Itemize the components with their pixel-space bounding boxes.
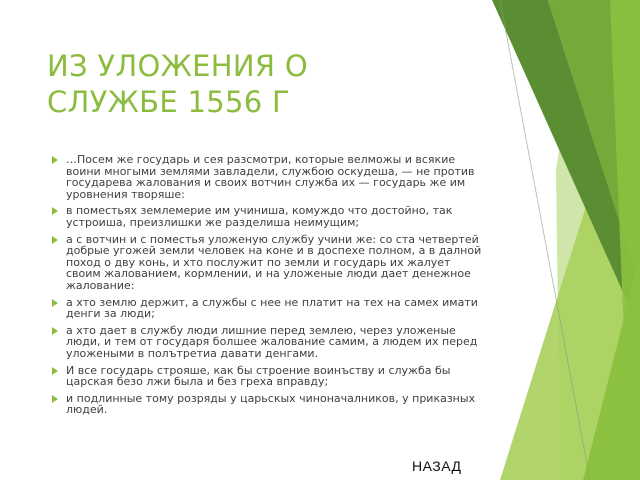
bullet-item xyxy=(52,297,484,320)
bullet-item xyxy=(52,393,484,416)
bullet-arrow-icon xyxy=(52,367,58,375)
bullet-text: в поместьях землемерие им учиниша, комуждо что достойно, так устроиша, преизлишки же разделиша неимущим; xyxy=(66,204,453,229)
bullet-text: И все государь строяше, как бы строение воинъству и служба бы царская безо лжи была и без греха вправду; xyxy=(66,363,451,389)
bullet-item xyxy=(52,325,484,360)
bullet-text: …Посем же государь и сея разсмотри, которые велможы и всякие воини многыми землями завладели, службою оскудеша, — не против государева жалования и своих вотчин служба их — государь же им уровнения творяше: xyxy=(66,153,475,201)
bullet-item xyxy=(52,154,484,200)
bullet-text: а хто дает в службу люди лишние перед землею, через уложеные люди, и тем от государя болшее жалование самим, а людем их перед уложеными в полътретиа давати денгами. xyxy=(66,323,478,360)
bullet-arrow-icon xyxy=(52,236,58,244)
bullet-arrow-icon xyxy=(52,207,58,215)
bullet-text: и подлинные тому розряды у царьскых чиноначалников, у приказных людей. xyxy=(66,391,476,417)
bullet-list xyxy=(52,154,484,421)
bullet-item xyxy=(52,205,484,228)
slide-title xyxy=(47,48,467,120)
bullet-arrow-icon xyxy=(52,395,58,403)
bullet-arrow-icon xyxy=(52,156,58,164)
slide-title-line: СЛУЖБЕ 1556 Г xyxy=(47,85,291,119)
bullet-arrow-icon xyxy=(52,327,58,335)
bullet-item xyxy=(52,365,484,388)
bullet-item xyxy=(52,234,484,292)
bullet-arrow-icon xyxy=(52,299,58,307)
slide-title-line: ИЗ УЛОЖЕНИЯ О xyxy=(47,49,308,83)
bullet-text: а хто землю держит, а службы с нее не платит на тех на самех имати денги за люди; xyxy=(66,295,478,321)
back-link[interactable]: НАЗАД xyxy=(412,458,462,474)
bullet-text: а с вотчин и с поместья уложеную службу учини же: со ста четвертей добрые угожей земли человек на коне и в доспехе полном, а в далной поход о дву конь, и хто послужит по земли и государь их жалует своим жалованием, кормлении, и на уложеные люди дает денежное жалование: xyxy=(66,232,482,292)
